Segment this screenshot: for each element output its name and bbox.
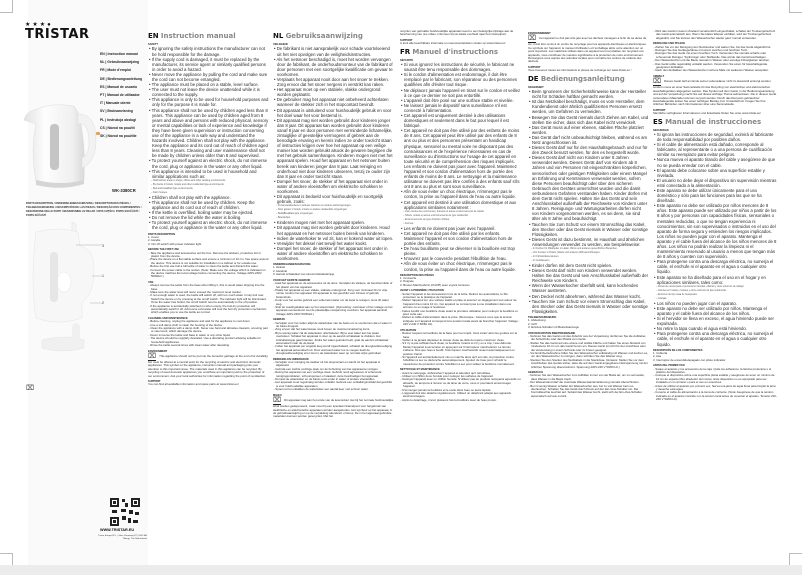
section-label: ENVIRONMENT (148, 349, 168, 353)
language-list (100, 50, 148, 140)
list-item: - If the appliance is accidentally switched on when empty, the boil dry protection will automatically switch it off. Add some cold water will cool the boil dry protection mechanism which enables you to use the kettle as normal. (148, 305, 269, 315)
section-label: BEFORE THE FIRST USE (148, 248, 179, 252)
paragraph: U kunt alle beschikbare informatie en reserveonderdelen vinden op www.tristar.eu! (400, 41, 506, 46)
list-item: • Dit apparaat mag niet worden gebruikt door kinderen. Houd het apparaat en het netsnoer buiten bereik van kinderen. (273, 225, 394, 235)
list-item: • Tauchen Sie zum Schutz vor einem Stromschlag das Kabel, den Stecker oder das Gerät niemals in Wasser oder sonstige Flüssigkeiten. (528, 222, 649, 237)
paragraph: 2. Asa (653, 354, 662, 359)
list-item: • Kinder dürfen mit dem Gerät nicht spielen. (528, 263, 649, 268)
language-item[interactable]: SV | Bruksanvisning (100, 109, 133, 114)
paragraph: 3. Aan/uit schakelaar met stroomindicatielampje (273, 272, 335, 277)
callout-2: 2 (102, 301, 104, 305)
list-item: - Reinig het apparaat met een vochtige doek. Gebruik nooit agressieve of schurende reinigingsmiddelen, schuursponsen of staalwol, deze beschadigen het apparaat. (273, 371, 394, 378)
bullet-list (148, 195, 269, 231)
list-item: • Cet appareil est uniquement destiné à des utilisations domestiques et seulement dans le but pour lequel il est fabriqué. (400, 113, 521, 128)
cover-panel (0, 0, 148, 565)
column-nl-fr (400, 30, 521, 550)
bullet-list (273, 46, 394, 204)
weee-icon: ⌧ (528, 35, 537, 43)
list-item: – Entornos de tipo casa de huéspedes. (653, 293, 777, 297)
sub-list (653, 285, 777, 301)
section-label: UTILISATION (400, 328, 417, 332)
list-item: • No retire la tapa cuando el agua está hirviendo. (653, 326, 777, 331)
list-item: - S'il n'y a pas suffisamment d'eau, la bouilloire s'éteint et s'il y en a trop, l'eau déborde. Mettez l'appareil sous tension en appuyant sur l'interrupteur marche/arrêt. Le témoin s'allume. Dès que l'eau a bouilli, l'interrupteur marche/arrêt revient automatiquement en position d'arrêt. (400, 342, 521, 356)
section-label: PARTS DESCRIPTION (148, 232, 176, 236)
list-item: • Si el hervidor se llena en exceso, el agua hirviendo puede ser expulsada. (653, 316, 777, 326)
list-item: • Nunca mueva el aparato tirando del cable y asegúrese de que no se pueda enredar con el cable. (653, 157, 777, 167)
environment-text: Dit apparaat mag aan het einde van de levensduur niet bij het normale huishoudelijke afval worden gedeponeerd, maar moet bij een speciaal inzamelpunt voor hergebruik van elektrische en elektronische apparaten worden aangeboden. Het symbool op het apparaat, in de gebruiksaanwijzing en op de verpakking attendeert u hierop. De in het apparaat gebruikte materialen kunnen worden gerecycled. Met het (273, 398, 394, 419)
list-item: - Spoel na het ontkalken de waterkoker een aantal keer met schoon water. (273, 388, 394, 391)
language-code: NL (273, 32, 284, 40)
list-item: - Coloque el dispositivo sobre una superficie plana estable y asegúrese de tener un mínimo de 10 cm de espacio libre alrededor del mismo. Este dispositivo no es apropiado para ser instalado en un armario o para el uso en exteriores. (653, 374, 777, 384)
section-label: VEILIGHEID (273, 43, 288, 46)
list-item: • L'appareil doit être posé sur une surface stable et nivelée. (400, 98, 521, 103)
list-item: – Bed&Breakfast-type omgevingen. (273, 212, 394, 216)
column-de-es (653, 30, 777, 550)
section-label: SÉCURITÉ (400, 58, 414, 62)
language-code: FR (400, 47, 411, 56)
list-item: - If not enough water is used, the kettle will switch off, with too much water it may boil over. Switch the device on by pressing at the on/off switch. The indicator light will be illuminated. Once the water has boiled, the on/off switch returns automatically to the off position. (148, 294, 269, 304)
list-item: • N'ouvrez pas le couvercle pendant l'ébullition de l'eau. (400, 256, 521, 261)
language-item[interactable]: IT | Manuale utente (100, 101, 131, 106)
language-item[interactable]: NL | Gebruiksaanwijzing (100, 60, 140, 65)
bullet-list (148, 320, 269, 347)
list-item: - Het apparaat moet regelmatig worden ontkalkt. Gebruik een ontkalkingsmiddel dat geschikt is voor huishoudelijke apparaten. (273, 381, 394, 388)
section-heading (653, 118, 777, 127)
qr-code[interactable] (110, 498, 140, 526)
logo-wordmark: TRISTAR (25, 27, 90, 42)
list-item: • This appliance is intended to be used in household and similar applications such as: (148, 169, 269, 179)
sub-list (400, 210, 521, 226)
bullet-list (653, 368, 777, 402)
bullet-list (400, 332, 521, 366)
paragraph: 2. Griff (528, 321, 537, 326)
environment-paragraph (653, 78, 777, 106)
kettle-photo (22, 100, 102, 192)
list-item: • Het apparaat moet op een stabiele, vlakke ondergrond worden geplaatst. (273, 87, 394, 97)
callout-1: 1 (102, 274, 104, 278)
list-item: - Ziehen Sie vor der Reinigung den Netzstecker und warten Sie, bis das Gerät abgekühlt ist. (653, 46, 777, 49)
paragraph: 2. Handle (148, 238, 161, 243)
list-item: - Saque el aparato y los accesorios de la caja. Quite los adhesivos, la lámina protectora o el plástico del dispositivo. (653, 368, 777, 375)
heading-title: Gebruiksaanwijzing (285, 32, 363, 40)
list-item: - Der Wasserstand darf die maximale Wasserstandsmarkierung niemals überschreiten. (528, 381, 649, 384)
list-item: • Beim Ignorieren der Sicherheitshinweise kann der Hersteller nicht für Schäden haftbar gemacht werden. (528, 89, 649, 99)
section-label: VOR DER ERSTEN INBETRIEBNAHME (528, 331, 576, 335)
column-nl (273, 30, 394, 550)
paragraph: Vous trouverez toutes les informations et pièces de rechange sur www.tristar.eu ! (528, 68, 632, 73)
list-item: - Bij te weinig water zal de waterkoker uitschakelen. Bij te veel water kan het water overkoken. Schakel het apparaat in door op de aan/uit schakelaar te drukken. Het indicatielampje gaat branden. Zodra het water gekookt heeft, gaat de aan/uit schakelaar automatisch naar de uit-stand. (273, 332, 394, 346)
list-item: • Den Deckel nicht abnehmen, während das Wasser kocht. (528, 294, 649, 299)
section-label: NETTOYAGE ET MAINTENANCE (400, 368, 440, 372)
list-item: – Hôtels, motels et autres environnements de type résidentiel. (400, 214, 521, 218)
list-item: - Nehmen Sie das Gerät und das Zubehör aus der Verpackung. Entfernen Sie die Aufkleber, die Schutzfolie oder das Plastik vom Gerät. (528, 335, 649, 342)
section-label: REINIGING EN ONDERHOUD (273, 357, 309, 361)
section-label: CLEANING AND MAINTENANCE (148, 316, 188, 320)
list-item: - Use a soft damp cloth to clean the housing of the device. (148, 324, 269, 327)
list-item: – Granjas. (653, 297, 777, 301)
list-item: – Personeelskeukens in winkels, kantoren en andere werkomgevingen. (273, 204, 394, 208)
list-item: - Veillez à ne jamais dépasser le niveau d'eau au-delà du repère maximum d'eau. (400, 339, 521, 342)
list-item: – Farm houses. (148, 191, 269, 195)
section-label: SEGURIDAD (653, 128, 669, 132)
list-item: • To protect yourself against an electric shock, do not immerse the cord, plug or appliance in the water or any other liquid. (148, 220, 269, 230)
list-item: • Afin de vous éviter un choc électrique, n'immergez pas le cordon, la prise ou l'appareil dans de l'eau ou autre liquide. (400, 261, 521, 271)
list-item: - Faites bouillir une bouilloire d'eau avant la première utilisation pour nettoyer la bouilloire et jetez cette eau. (400, 310, 521, 317)
section-heading (528, 75, 649, 84)
heading-title: Bedienungsanleitung (540, 74, 625, 83)
section-label: VOOR HET EERSTE GEBRUIK (273, 278, 311, 282)
list-item: - Make sure the water level will never exceed the maximum level marker. (148, 291, 269, 294)
section-label: ANTES DEL PRIMER USO (653, 364, 685, 368)
bullet-list (653, 30, 777, 40)
bullet-list (528, 89, 649, 247)
list-item: - Sortez l'appareil et les accessoires hors de la boîte. Retirez les autocollants, le film protecteur ou le plastique de l'appareil. (400, 293, 521, 300)
list-item: • Ist das Netzkabel beschädigt, muss es vom Hersteller, dem Kundendienst oder ähnlich qualifizierten Personen ersetzt werden, um Gefahren zu vermeiden. (528, 99, 649, 114)
list-item: • Das Gerät darf nicht unbeaufsichtigt bleiben, während es am Netz angeschlossen ist. (528, 135, 649, 145)
paragraph: recyclen van gebruikte huishoudelijke apparaten levert u een belangrijke bijdrage aan de bescherming van ons milieu. Informeer bij uw lokale overheid naar het inzamelpunt. (400, 30, 514, 37)
list-item: - Retirez toujours la bouilloire de la base pour la remplir. Vous évitez ainsi les gouttes sur la base. (400, 332, 521, 339)
sub-list (273, 204, 394, 220)
list-item: • De l'eau bouillante peut se déverser si la bouilloire est trop pleine. (400, 246, 521, 256)
sub-list (528, 247, 649, 263)
list-item: • To protect yourself against an electric shock, do not immerse the cord, plug or appliance in the water or any other liquid. (148, 158, 269, 168)
callout-3: 3 (102, 244, 104, 248)
list-item: • Ne déplacez jamais l'appareil en tirant sur le cordon et veillez à ce que ce dernier ne soit pas entortillé. (400, 88, 521, 98)
paragraph: 1. Cubierta (653, 351, 668, 355)
bullet-list (273, 220, 394, 261)
list-item: • De fabrikant is niet aansprakelijk voor schade voortvloeiend uit het niet opvolgen van de veiligheidsinstructies. (273, 46, 394, 56)
list-item: - The device should be regularly descaled. Use a descaling product advising suitable for household appliances. (148, 337, 269, 344)
list-item: - Always remove the kettle from the base when filling it, this to avoid water dripping into the base. (148, 284, 269, 291)
section-label: REINIGUNG UND PFLEGE (653, 42, 686, 46)
list-item: - Si l'appareil est accidentellement mis en marche alors qu'il est vide, la protection contre l'ébullition à sec se déclenche automatiquement. Ajoutez de l'eau pour refroidir le mécanisme de protection contre l'ébullition à sec pour utiliser la bouilloire normalement. (400, 356, 521, 366)
heading-title: Instruction manual (160, 32, 236, 40)
list-item: • By ignoring the safety instructions the manufacturer can not be hold responsible for the damage. (148, 46, 269, 56)
list-item: - Das Gerät sollte regelmäßig entkalkt werden. Verwenden Sie einen für Haushaltsgeräte geeigneten Entkalker. (653, 63, 777, 70)
list-item: • Tauchen Sie zum Schutz vor einem Stromschlag das Kabel, den Stecker oder das Gerät niemals in Wasser oder sonstige Flüssigkeiten. (528, 299, 649, 314)
list-item: • Dit apparaat is uitsluitend voor huishoudelijk gebruik en voor het doel waar het voor bestemd is. (273, 108, 394, 118)
list-item: • Do not remove the lid while the water is boiling. (148, 215, 269, 220)
section-label: ONDERDELENBESCHRIJVING (273, 263, 311, 267)
language-item[interactable]: PL | Instrukcja obsługi (100, 117, 137, 122)
section-label: SUPPORT (148, 379, 161, 383)
list-item: • Dieses Gerät ist dazu bestimmt, im Haushalt und ähnlichen Anwendungen verwendet zu werden, wie beispielsweise: (528, 237, 649, 247)
paragraph: 1. Abdeckung (528, 318, 546, 323)
page-bottom-strip (0, 565, 802, 575)
bullet-list (148, 284, 269, 315)
list-item: - Plaats het apparaat op een vlakke, stabiele ondergrond. Zorg voor minimaal 10 cm vrije ruimte rondom het apparaat. Dit apparaat is niet geschikt voor inbouw of gebruik buitenshuis. (273, 289, 394, 299)
paragraph: Sämtliche verfügbaren Informationen und Ersatzteile finden Sie unter www.tristar.eu! (653, 111, 761, 116)
bullet-list (148, 46, 269, 178)
list-item: - Indien het apparaat per ongeluk leeg wordt ingeschakeld, schakelt de droogkookbeveiliging het apparaat automatisch uit. Door wat koud water toe te voegen koelt de droogkookbeveiliging af en kunt u de waterkoker weer op normale wijze gebruiken. (273, 345, 394, 355)
list-item: - Before the first use boil a full kettle of water to clean the kettle and discard this water. (148, 265, 269, 268)
list-item: – Clientes en hoteles, moteles y otros entornos de tipo residencial. (653, 289, 777, 293)
list-item: - Verwijder voor het vullen altijd de waterkoker van de basis om te voorkomen dat er water in de basis druppelt. (273, 322, 394, 329)
list-item: • Verplaats het apparaat nooit door aan het snoer te trekken. Zorg ervoor dat het snoer nergens in verstrikt kan raken. (273, 77, 394, 87)
list-item: - Utilisez un chiffon doux humide pour nettoyer les surfaces de l'appareil. (400, 375, 521, 378)
list-item: - Gebruik een zachte vochtige doek om de behuizing van het apparaat te reinigen. (273, 368, 394, 371)
paragraph: 1. Couvercle (400, 276, 417, 280)
kettle-diagram (28, 222, 108, 357)
list-item: • Si le cordon d'alimentation est endommagé, il doit être remplacé par le fabricant, son réparateur ou des personnes qualifiées afin d'éviter tout risque. (400, 72, 521, 87)
list-item: - Haal het apparaat en de accessoires uit de doos. Verwijder de stickers, de beschermfolie of het plastic van het apparaat. (273, 282, 394, 289)
list-item: • Cet appareil ne doit pas être utilisé par des enfants de moins de 8 ans. Cet appareil peut être utilisé par des enfants de 8 ans ou plus et des personnes présentant un handicap physique, sensoriel ou mental voire ne disposant pas des connaissances et de l'expérience nécessaires en cas de surveillance ou d'instructions sur l'usage de cet appareil en toute sécurité et de compréhension des risques impliqués. Les enfants ne doivent pas jouer avec l'appareil. Maintenez l'appareil et son cordon d'alimentation hors de portée des enfants de moins de 8 ans. Le nettoyage et la maintenance utilisateur ne doivent pas être confiés à des enfants sauf s'ils ont 8 ans ou plus et sont sous surveillance. (400, 128, 521, 189)
tristar-logo (25, 22, 105, 42)
list-item: - Après le détartrage, rincez plusieurs fois la bouilloire avec de l'eau propre. (400, 399, 521, 402)
list-item: • Los niños no pueden jugar con el aparato. (653, 301, 777, 306)
list-item: - Sluit de voedingskabel aan op het stopcontact. (Opmerking: controleer of het voltage op het apparaat overeenkomt met de plaatselijke netspanning voordat u het apparaat aansluit. Voltage 220V-240V 50/60Hz.) (273, 306, 394, 316)
section-label: MILIEU (273, 393, 282, 397)
list-item: - Place the device on a flat stable surface and ensure a minimum of 10 cm. free space around the device. This device is not suitable for installation in a cabinet or for outside use. (148, 258, 269, 265)
list-item: - Zorg ervoor dat het waterniveau nooit boven de maximummarkering komt. (273, 328, 394, 331)
logo-stars: ★★★● (25, 22, 53, 28)
list-item: - Mettez l'appareil sur une surface stable et plate et assurez un dégagement tout autour de l'appareil d'au moins 10 cm. Cet appareil ne convient pas à une installation dans une armoire ou un usage à l'extérieur. (400, 299, 521, 309)
paragraph: 2. Handvat (273, 268, 287, 273)
paragraph: 2. Poignée (400, 279, 414, 284)
environment-paragraph (273, 397, 394, 419)
list-item: - Bei zu wenig Wasser schaltet der Wasserkocher aus, bei zu viel Wasser kann es überkochen. Schalten Sie das Gerät durch Druck auf den Ein-/Aus-Schalter ein. Die Kontrollleuchte leuchtet auf. Sobald das Wasser kocht, stellt sich der Ein-/Aus-Schalter automatisch auf aus zurück. (528, 385, 649, 399)
list-item: – Environnements de type chambre d'hôtes. (400, 218, 521, 222)
weee-icon: ⌧ (26, 385, 35, 392)
section-heading (273, 32, 394, 41)
list-item: - Dompel de waterkoker en de basis nooit onder in water of andere vloeistoffen. (273, 378, 394, 381)
list-item: • Si el cable de alimentación está dañado, corresponde al fabricante, al representante o a una persona de cualificación similar su reemplazo para evitar peligros. (653, 142, 777, 157)
bullet-list (528, 335, 649, 369)
list-item: • Cet appareil ne doit pas être utilisé par les enfants. Maintenez l'appareil et son cordon d'alimentation hors de portée des enfants. (400, 231, 521, 246)
list-item: - L'appareil doit être détartré régulièrement. Utilisez un détartrant adapté aux appareils électroménagers. (400, 392, 521, 399)
environment-paragraph (528, 35, 649, 63)
list-item: • Indien de waterkoker te vol zit, kan er kokend water uit lopen. (273, 236, 394, 241)
list-item: - Kook voor het eerste gebruik een volle ketel water om de ketel te reinigen. Gooi dit water weg. (273, 299, 394, 306)
list-item: • Dieses Gerät darf nicht von Kindern unter 8 Jahren verwendet werden. Dieses Gerät darf von Kindern ab 8 Jahren und von Personen mit eingeschränkten körperlichen, sensorischen oder geistigen Fähigkeiten oder einem Mangel an Erfahrung und Kenntnissen verwendet werden, sofern diese Personen beaufsichtigt oder über den sicheren Gebrauch des Gerätes unterrichtet wurden und die damit verbundenen Gefahren verstanden haben. Kinder dürfen mit dem Gerät nicht spielen. Halten Sie das Gerät und sein Anschlusskabel außerhalb der Reichweite von Kindern unter 8 Jahren. Reinigungs- und Wartungsarbeiten dürfen nicht von Kindern vorgenommen werden, es sei denn, sie sind älter als 8 Jahre und beaufsichtigt. (528, 155, 649, 221)
list-item: • Dit apparaat mag niet worden gebruikt door kinderen jonger dan 8 jaar. Dit apparaat kan worden gebruikt door kinderen vanaf 8 jaar en door personen met verminderde lichamelijke, zintuiglijke of geestelijke vermogens of gebrek aan de benodigde ervaring en kennis indien ze onder toezicht staan of instructies krijgen over hoe het apparaat op een veilige manier kan worden gebruikt alsook de gevaren begrijpen die met het gebruik samenhangen. Kinderen mogen niet met het apparaat spelen. Houd het apparaat en het netsnoer buiten bereik van kinderen jonger dan 8 jaar. Laat reiniging en onderhoud niet door kinderen uitvoeren, tenzij ze ouder zijn dan 8 jaar en onder toezicht staan. (273, 118, 394, 179)
weee-icon: ⌧ (273, 397, 282, 405)
list-item: • Afin de vous éviter un choc électrique, n'immergez pas le cordon, la prise ou l'appareil dans de l'eau ou autre liquide. (400, 189, 521, 199)
list-item: – Bed and breakfast type environments. (148, 187, 269, 191)
paragraph: 3. Bouton Marche/Arrêt (On/Off) avec voyant lumineux (400, 282, 470, 287)
list-item: • Bewegen Sie das Gerät niemals durch Ziehen am Kabel, und stellen Sie sicher, dass sich das Kabel nicht verwickelt. (528, 115, 649, 125)
list-item: • Verwijder het deksel niet terwijl het water kookt. (273, 241, 394, 246)
list-item: – Coin cuisine des commerces, bureaux et autres environnements de travail. (400, 210, 521, 214)
list-item: - Nehmen Sie den Wasserkocher zum Auffüllen immer von der Basis ab, um zu vermeiden, dass Wasser in die Basis tropft. (528, 374, 649, 381)
paragraph: You can find all available information and spare parts at www.tristar.eu! (148, 382, 239, 387)
list-item: – Zonas de cocina para el personal en tiendas, oficinas y otros entornos de trabajo. (653, 285, 777, 289)
list-item: – Boerderijen. (273, 216, 394, 220)
bullet-list (400, 62, 521, 210)
section-label: SICHERHEIT (528, 85, 544, 89)
list-item: • De gebruiker mag het apparaat niet onbeheerd achterlaten wanneer de stekker zich in het stopcontact bevindt. (273, 97, 394, 107)
list-item: - Reinigen Sie das Gerätegehäuse mit einem weichen und feuchten Tuch. (653, 49, 777, 52)
section-label: TEILEBESCHREIBUNG (528, 315, 557, 319)
bullet-list (273, 322, 394, 356)
language-item[interactable]: ES | Manual de usuario (100, 84, 138, 89)
paragraph: 3. On/ off switch with power indicator light (148, 241, 202, 246)
list-item: - Stecken Sie den Stecker des Netzkabels in die Steckdose. (Hinweis: Stellen Sie vor dem Anschließen des Geräts sicher, dass die auf dem Gerät angegebene Netzspannung mit der örtlichen Spannung übereinstimmt. Spannung 220V-240 V 50/60 Hz.) (528, 359, 649, 369)
section-heading (400, 48, 521, 57)
list-item: • Les enfants ne doivent pas jouer avec l'appareil. (400, 226, 521, 231)
language-code: ES (653, 117, 663, 126)
language-item[interactable]: CS | Návod na použití (100, 125, 135, 130)
column-en (148, 30, 269, 550)
list-item: • Never move the appliance by pulling the cord and make sure the cord can not become entangled. (148, 72, 269, 82)
list-item: – Door gasten in hotels, motels en andere residentiële omgevingen. (273, 208, 394, 212)
model-number: WK-3380CR (112, 188, 136, 193)
bullet-list (400, 226, 521, 272)
list-item: • El usuario no debe dejar el dispositivo sin supervisión mientras esté conectado a la alimentación. (653, 178, 777, 188)
section-label: GEBRUIK (273, 318, 285, 322)
list-item: - Den Wasserkocher und die Basis niemals in Wasser oder sonstige Flüssigkeiten tauchen. (653, 59, 777, 62)
crop-mark (0, 0, 13, 13)
weee-icon: ⌧ (148, 352, 157, 360)
list-item: • If the supply cord is damaged, it must be replaced by the manufacturer, its service agent or similarly qualified persons in order to avoid a hazard. (148, 57, 269, 72)
bullet-list (528, 263, 649, 314)
list-item: - Reinigen Sie das Gerät mit einem feuchten Tuch. Verwenden Sie niemals scharfe oder scheuernde Reiniger, Topfreiniger oder Stahlwolle. Das würde das Gerät beschädigen. (653, 52, 777, 59)
list-item: - Vor Erstinbetriebnahme füllen Sie den Wasserkocher vollständig mit Wasser und kochen es, um den Wasserkocher zu reinigen, dann schütten Sie das Wasser weg. (528, 352, 649, 359)
list-item: – Staff kitchen areas in shops, offices and other working environments. (148, 179, 269, 183)
list-item: - Clean the appliance with a damp cloth. Never use hard and abrasive cleaners, scouring pad or steel wool, which damage the device. (148, 327, 269, 334)
company-address: Tristar Europe B.V. | Jules Verneweg 87 | 5015 BH Tilburg | The Netherlands (98, 535, 147, 541)
list-item: – By clients in hotels, motels and other residential type environments. (148, 183, 269, 187)
bullet-list (653, 46, 777, 73)
list-item: – Fermes. (400, 222, 521, 226)
section-label: USE (148, 280, 154, 284)
list-item: • Kinderen mogen niet met het apparaat spelen. (273, 220, 394, 225)
list-item: • Este aparato no debe ser utilizado por niños menores de 8 años. Este aparato puede ser utilizado por niños a partir de los 8 años y por personas con capacidades físicas, sensoriales o mentales reducidas, o que no tengan experiencia ni conocimientos, sin son supervisados o instruidos en el uso del aparato de forma segura y entienden los riesgos implicados. Los niños no pueden jugar con el aparato. Mantenga el aparato y el cable fuera del alcance de los niños menores de 8 años. Los niños no podrán realizar la limpieza ni el mantenimiento reservado al usuario a menos que tengan más de 8 años y cuenten con supervisión. (653, 203, 777, 259)
list-item: • Para protegerse contra una descarga eléctrica, no sumerja el cable, el enchufe ni el aparato en el agua o cualquier otro líquido. (653, 331, 777, 346)
section-heading (148, 32, 269, 41)
list-item: • Das Gerät muss auf einer ebenen, stabilen Fläche platziert werden. (528, 125, 649, 135)
section-label: SUPPORT (528, 65, 541, 69)
heading-title: Manuel d'instructions (412, 47, 498, 56)
column-fr-de (528, 30, 649, 550)
bullet-list (400, 293, 521, 327)
environment-text: Cet appareil ne doit pas être jeté avec les déchets ménagers à la fin de sa durée de vie, il doit être remis à un centre de recyclage pour les appareils électriques et électroniques. Ce symbole sur l'appareil, le manuel d'utilisation et l'emballage attire votre attention sur un point important. Les matériaux utilisés dans cet appareil sont recyclables. En recyclant vos appareils, vous contribuez de manière significative à la protection de notre environnement. Renseignez-vous auprès des autorités locales pour connaître les centres de collecte des déchets. (528, 36, 647, 64)
list-item: - Nettoyez l'appareil avec un chiffon humide. N'utilisez pas de produits nettoyants agressifs ou abrasifs, de tampons à récurer ou de laine de verre, ceux-ci pourraient endommager l'appareil. (400, 378, 521, 388)
list-item: • Este aparato no debe ser utilizado por niños. Mantenga el aparato y el cable fuera del alcance de los niños. (653, 306, 777, 316)
list-item: • Si ignora las instrucciones de seguridad, eximirá al fabricante de toda responsabilidad por posibles daños. (653, 132, 777, 142)
bullet-list (273, 361, 394, 392)
language-item[interactable]: SK | Návod na použitie (100, 134, 137, 139)
paragraph: 1. Deksel (273, 265, 286, 270)
language-item[interactable]: PT | Manual de utilizador (100, 93, 140, 98)
language-code: EN (148, 32, 159, 40)
list-item: - Conecte el cable de alimentación a la toma de corriente. (Nota: Asegúrese de que la tensión indicada en el aparato coincide con la tensión local antes de conectar el aparato. Tensión 220-240 V 50/60 Hz). (653, 391, 777, 401)
list-item: • This appliance shall not be used by children. Keep the appliance and its cord out of reach of children. (148, 200, 269, 210)
list-item: • This appliance is only to be used for household purposes and only for the purpose it is made for. (148, 97, 269, 107)
list-item: - Stellen Sie das Gerät auf eine ebene und stabile Fläche und halten Sie einen Abstand von mindestens 10 cm um das Gerät herum ein. Dieses Gerät ist nicht für den Anschluss oder die Verwendung in einem Schrank oder im Freien geeignet. (528, 342, 649, 352)
list-item: • Cet appareil est destiné à une utilisation domestique et aux applications similaires notamment : (400, 200, 521, 210)
heading-title: Manual de instrucciones (665, 117, 762, 126)
list-item: • Dieses Gerät darf nur für den Haushaltsgebrauch und nur für den Zweck benutzt werden, für den es hergestellt wurde. (528, 145, 649, 155)
list-item: • If the kettle is overfilled, boiling water may be ejected. (148, 210, 269, 215)
list-item: • Wenn der Wasserkocher überfüllt wird, kann kochendes Wasser austreten. (528, 283, 649, 293)
list-item: • Para protegerse contra una descarga eléctrica, no sumerja el cable, el enchufe ni el aparato en el agua o cualquier otro líquido. (653, 259, 777, 274)
list-item: • Als het netsnoer beschadigd is, moet het worden vervangen door de fabrikant, de onderhoudsmonteur van de fabrikant of door personen met een soortgelijke kwalificatie om gevaar te voorkomen. (273, 57, 394, 77)
section-label: DESCRIPTION DES PIÈCES (400, 273, 435, 277)
list-item: • Dieses Gerät darf nicht von Kindern verwendet werden. Halten Sie das Gerät und sein Anschlusskabel außerhalb der Reichweite von Kindern. (528, 268, 649, 283)
list-item: - Avant le nettoyage, débranchez l'appareil et attendez qu'il refroidisse. (400, 372, 521, 375)
environment-paragraph (148, 353, 269, 378)
bullet-list (400, 372, 521, 403)
list-item: • Children shall not play with the appliance. (148, 195, 269, 200)
paragraph: 3. Ein/Aus-Schalter mit Betriebsanzeige (528, 325, 579, 330)
section-label: SAFETY (148, 43, 159, 46)
list-item: • Este aparato se ha diseñado para el uso en el hogar y en aplicaciones similares, tales como: (653, 275, 777, 285)
section-label: UMWELT (653, 74, 665, 78)
language-item[interactable]: DE | Bedienungsanleitung (100, 76, 143, 81)
language-item[interactable]: EN | Instruction manual (100, 52, 138, 56)
website-link[interactable]: WWW.TRISTAR.EU (100, 528, 135, 532)
list-item: – In Gutshäusern. (528, 259, 649, 263)
section-label: ENVIRONNEMENT (528, 32, 551, 35)
section-label: AVANT LA PREMIÈRE UTILISATION (400, 289, 444, 293)
list-item: • Dompel het snoer, de stekker of het apparaat niet onder in water of andere vloeistoffen om elektrische schokken te voorkomen. (273, 179, 394, 194)
language-item[interactable]: FR | Mode d'emploi (100, 68, 131, 73)
list-item: • Ne laissez jamais le dispositif sans surveillance s'il est connecté à l'alimentation. (400, 103, 521, 113)
list-item: - Take the appliance and accessories out the box. Remove the stickers, protective foil or plastic from the device. (148, 252, 269, 259)
bullet-list (273, 282, 394, 316)
list-item: • Dompel het snoer, de stekker of het apparaat niet onder in water of andere vloeistoffen om elektrische schokken te voorkomen. (273, 246, 394, 261)
language-code: DE (528, 74, 539, 83)
list-item: • El aparato debe colocarse sobre una superficie estable y nivelada. (653, 168, 777, 178)
list-item: - Rinse the kettle several times with clean water after descaling. (148, 344, 269, 347)
list-item: - Mettez le câble d'alimentation dans la prise. (Remarque : Assurez-vous que la tension indiquée sur l'appareil correspond à la tension locale avant de brancher l'appareil. Voltage : 220 V-240 V 50/60 Hz). (400, 316, 521, 326)
environment-text: This appliance should not be put into the domestic garbage at the end of its durability, but must be offered at a central point for the recycling of electric and electronic domestic appliances. This symbol on the appliance, instruction manual and packaging puts your attention to this important issue. The materials used in this appliance can be recycled. By recycling of used domestic appliances you contribute an important push to the protection of our environment. Ask your local authorities for information regarding the point of recollection. (148, 353, 269, 378)
list-item: – Von Kunden in Hotels, Motels und anderen Wohneinrichtungen. (528, 251, 649, 255)
list-item: • Si vous ignorez les instructions de sécurité, le fabricant ne saurait être tenu responsable des dommages. (400, 62, 521, 72)
list-item: - Wird das Gerät in leerem Zustand versehentlich eingeschaltet, schaltet der Trockengehschutz das Gerät automatisch aus. Wenn Sie kaltes Wasser einfüllen, wird der Trockengehschutz abgekühlt, und Sie können den Wasserkocher wieder ganz normal verwenden. (653, 30, 777, 40)
list-item: – In Küchen für Mitarbeiter in Läden, Büros und anderen gewerblichen Bereichen. (528, 247, 649, 251)
paragraph: 3. Interruptor de encendido/apagado con piloto indicador (653, 357, 726, 362)
list-item: • The appliance must be placed on a stable, level surface. (148, 82, 269, 87)
section-label: SUPPORT (400, 38, 413, 42)
list-item: – In Frühstückspensionen. (528, 255, 649, 259)
bullet-list (653, 301, 777, 347)
section-label: DESCRIPCIÓN DE LOS COMPONENTES (653, 348, 703, 352)
list-item: • The user must not leave the device unattended while it is connected to the supply. (148, 87, 269, 97)
section-label: GEBRAUCH (528, 371, 543, 374)
section-label: SUPPORT (653, 108, 666, 112)
parts-description-languages: PARTS DESCRIPTION / ONDERDELENBESCHRIJVING / DESCRIPTION DES PIÈCES / TEILEBESCHREIBUNG / DESCRIPCIÓN DE LAS PIEZAS / DESCRIÇÃO DOS COMPONENTES / DESCRIZIONE DELLE PARTI / BESKRIVNING AV DELAR / OPIS CZĘŚCI / POPIS SOUČÁSTÍ / POPIS SÚČASTÍ (26, 202, 142, 217)
list-item: - Never immerse the kettle and base in water or any other liquid. (148, 334, 269, 337)
list-item: - N'immergez jamais la bouilloire et le socle dans l'eau ou autre liquide. (400, 389, 521, 392)
sub-list (148, 179, 269, 195)
weee-icon: ⌧ (653, 78, 662, 86)
list-item: - Before cleaning, unplug the appliance and wait for the appliance to cool down. (148, 320, 269, 323)
environment-text: Dieses Gerät darf am Ende seiner Lebensdauer nicht im Hausmüll entsorgt werden, sondern muss an einer Sammelstelle für das Recycling von elektrischen und elektronischen Haushaltsgeräten abgegeben werden. Das Symbol auf dem Gerät, in der Bedienungsanleitung und auf der Verpackung macht Sie auf dieses wichtige Thema aufmerksam. Die in diesem Gerät verwendeten Materialien können recycelt werden. Durch das Recyceln gebrauchter Haushaltsgeräte leisten Sie einen wichtigen Beitrag zum Umweltschutz. Fragen Sie Ihre örtlichen Behörden nach Informationen über eine Sammelstelle. (653, 79, 777, 107)
list-item: • This appliance shall not be used by children aged less than 8 years. This appliance can be used by children aged from 8 years and above and persons with reduced physical, sensory or mental capabilities or lack of experience and knowledge if they have been given supervision or instruction concerning use of the appliance in a safe way and understand the hazards involved. Children shall not play with the appliance. Keep the appliance and its cord out of reach of children aged less than 8 years. Cleaning and user maintenance shall not be made by children unless older than 8 and supervised. (148, 108, 269, 159)
bullet-list (148, 252, 269, 279)
list-item: • Dit apparaat is bedoeld voor huishoudelijk en soortgelijk gebruik, zoals: (273, 194, 394, 204)
crop-mark (789, 0, 802, 13)
paragraph: 1. Cover (148, 234, 159, 239)
list-item: - Nach dem Entkalken den Wasserkocher mehrere Male mit sauberem Wasser ausspülen. (653, 69, 777, 72)
list-item: - Connect the power cable to the socket. (Note: Make sure the voltage which is indicated on the device matches the local voltage before connecting the device. Voltage 220V-240V 50/60Hz.) (148, 269, 269, 279)
bullet-list (528, 374, 649, 398)
list-item: - Antes de utilizar el aparato por primera vez, hierva una jarra de agua llena para limpiar la jarra y deseche esta agua. (653, 385, 777, 392)
bullet-list (653, 132, 777, 285)
list-item: • Este aparato se debe utilizar únicamente para el uso doméstico y sólo para las funciones para las que se ha diseñado. (653, 188, 777, 203)
list-item: - Verwijder voor reiniging de stekker uit het stopcontact en wacht tot het apparaat is afgekoeld. (273, 361, 394, 368)
